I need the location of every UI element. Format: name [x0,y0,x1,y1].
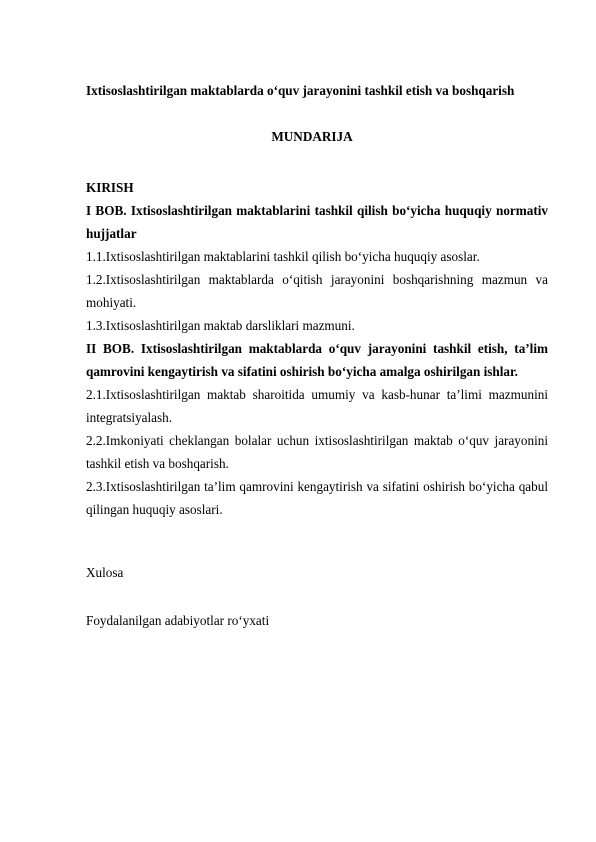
toc-references: Foydalanilgan adabiyotlar ro‘yxati [86,613,270,628]
toc-item-2-3: 2.3.Ixtisoslashtirilgan ta’lim qamrovini kengaytirish va sifatini oshirish bo‘yicha qabul qilingan huquqiy asoslari. [86,479,548,517]
toc-item-1-3: 1.3.Ixtisoslashtirilgan maktab darsliklari mazmuni. [86,318,355,333]
toc-chapter-1-title: I BOB. Ixtisoslashtirilgan maktablarini tashkil qilish bo‘yicha huquqiy normativ hujjatlar [86,203,548,241]
toc-chapter-2-title: II BOB. Ixtisoslashtirilgan maktablarda o‘quv jarayonini tashkil etish, ta’lim qamrovini kengaytirish va sifatini oshirish bo‘yicha amalga oshirilgan ishlar. [86,341,548,379]
toc-conclusion: Xulosa [86,565,124,580]
toc-item-2-1: 2.1.Ixtisoslashtirilgan maktab sharoitida umumiy va kasb-hunar ta’limi mazmunini integratsiyalash. [86,387,548,425]
toc-intro: KIRISH [86,180,134,195]
contents-heading: MUNDARIJA [271,129,353,144]
document-title: Ixtisoslashtirilgan maktablarda o‘quv jarayonini tashkil etish va boshqarish [86,83,515,98]
toc-item-2-2: 2.2.Imkoniyati cheklangan bolalar uchun ixtisoslashtirilgan maktab o‘quv jarayonini tashkil etish va boshqarish. [86,433,548,471]
toc-item-1-2: 1.2.Ixtisoslashtirilgan maktablarda o‘qitish jarayonini boshqarishning mazmun va mohiyati. [86,272,548,310]
toc-item-1-1: 1.1.Ixtisoslashtirilgan maktablarini tashkil qilish bo‘yicha huquqiy asoslar. [86,249,480,264]
